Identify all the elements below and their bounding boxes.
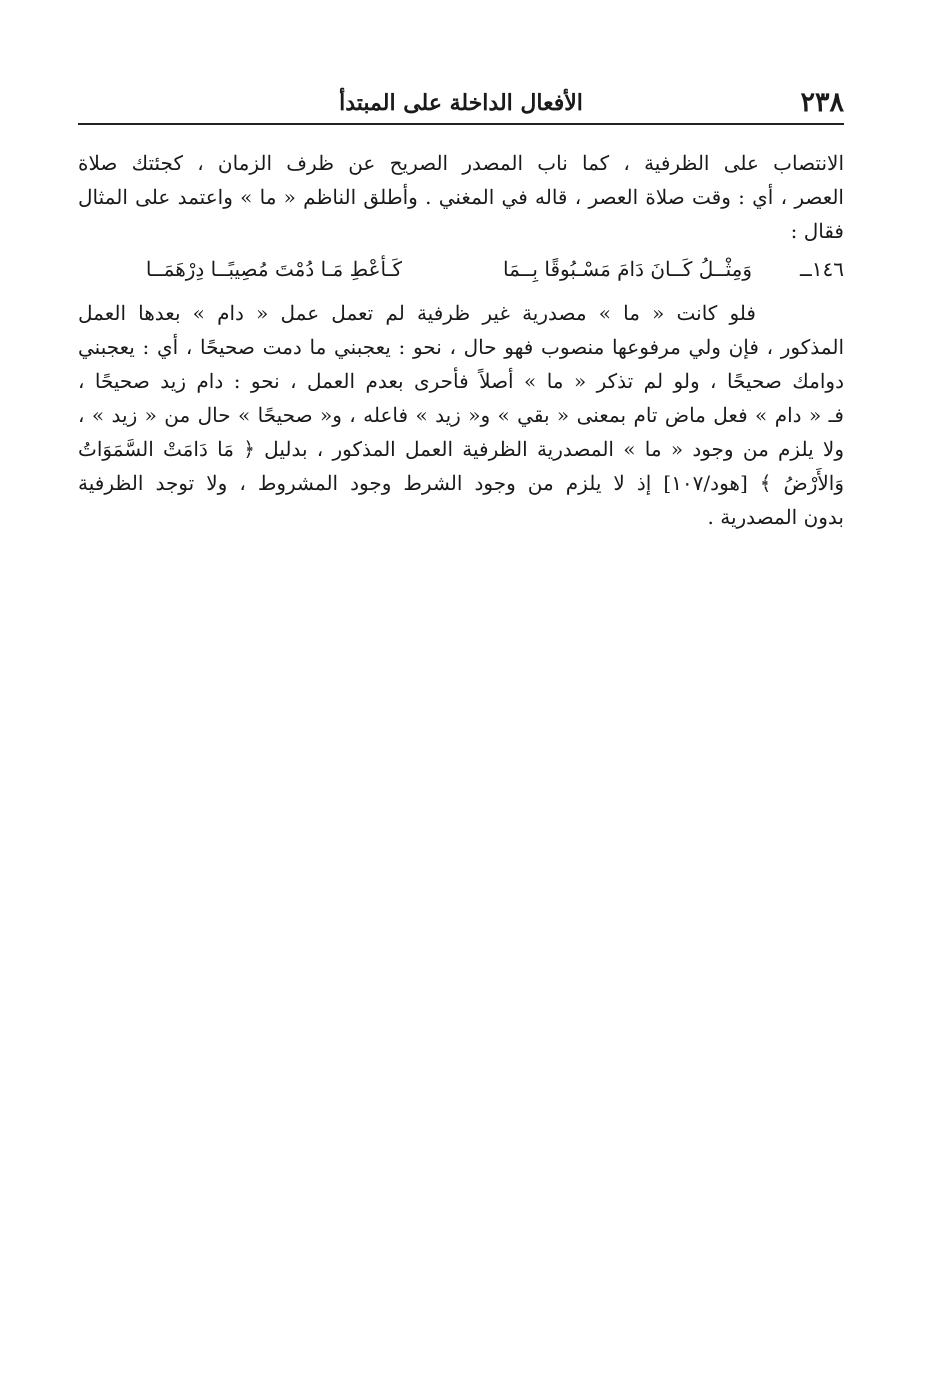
- running-title: الأفعال الداخلة على المبتدأ: [339, 90, 583, 116]
- text-line: العصر ، أي : وقت صلاة العصر ، قاله في المغني . وأطلق الناظم « ما » واعتمد على المثال: [78, 185, 844, 209]
- text-line: المذكور ، فإن ولي مرفوعها منصوب فهو حال ، نحو : يعجبني ما دمت صحيحًا ، أي : يعجبني: [78, 335, 844, 359]
- text-line: فلو كانت « ما » مصدرية غير ظرفية لم تعمل عمل « دام » بعدها العمل: [78, 301, 756, 325]
- verse-number: ١٤٦ــ: [800, 257, 844, 281]
- text-line: فقال :: [790, 219, 844, 243]
- verse-first-hemistich: وَمِثْــلُ كَــانَ دَامَ مَسْـبُوقًا بِــمَا: [503, 257, 752, 281]
- header-rule: [78, 123, 844, 125]
- verse-second-hemistich: كَـأعْطِ مَـا دُمْتَ مُصِيبًــا دِرْهَمَــا: [145, 257, 402, 281]
- text-line: ولا يلزم من وجود « ما » المصدرية الظرفية العمل المذكور ، بدليل ﴿ مَا دَامَتْ السَّمَوَاتُ: [78, 437, 844, 461]
- page-number: ٢٣٨: [800, 87, 844, 118]
- paragraph: [78, 146, 844, 248]
- book-page: [78, 80, 845, 529]
- verse-line: [78, 248, 844, 290]
- text-line: فـ « دام » فعل ماض تام بمعنى « بقي » و« زيد » فاعله ، و« صحيحًا » حال من « زيد » ،: [78, 403, 844, 427]
- body-text: [78, 146, 844, 534]
- page-header: [78, 80, 844, 120]
- text-line: وَالأَرْضُ ﴾ [هود/١٠٧] إذ لا يلزم من وجود الشرط وجود المشروط ، ولا توجد الظرفية: [78, 471, 845, 495]
- text-line: بدون المصدرية .: [707, 505, 844, 529]
- paragraph: [78, 296, 844, 534]
- text-line: دوامك صحيحًا ، ولو لم تذكر « ما » أصلاً فأحرى بعدم العمل ، نحو : دام زيد صحيحًا ،: [78, 369, 844, 393]
- text-line: الانتصاب على الظرفية ، كما ناب المصدر الصريح عن ظرف الزمان ، كجئتك صلاة: [78, 151, 844, 175]
